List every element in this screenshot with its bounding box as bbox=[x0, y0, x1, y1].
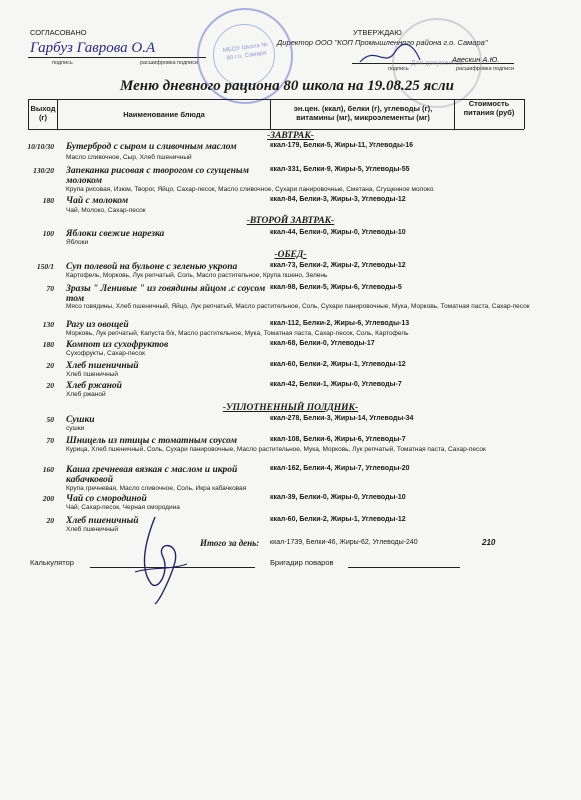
item-output: 160 bbox=[42, 465, 54, 474]
item-output: 130 bbox=[42, 320, 54, 329]
item-ingredients: Хлеб пшеничный bbox=[66, 526, 119, 533]
item-output: 150/1 bbox=[36, 262, 54, 271]
right-caption-sign: подпись bbox=[388, 66, 409, 72]
item-ingredients: Картофель, Морковь, Лук репчатый, Соль, Масло растительное, Крупа пшено, Зелень bbox=[66, 272, 328, 279]
item-ingredients: сушки bbox=[66, 425, 85, 432]
item-nutrition: ккал-42, Белки-1, Жиры-0, Углеводы-7 bbox=[270, 381, 402, 388]
item-nutrition: ккал-98, Белки-5, Жиры-6, Углеводы-5 bbox=[270, 284, 402, 291]
total-nutrition: ккал-1739, Белки-46, Жиры-62, Углеводы-240 bbox=[270, 539, 418, 546]
item-ingredients: Чай, Сахар-песок, Черная смородина bbox=[66, 504, 180, 511]
item-output: 70 bbox=[46, 284, 54, 293]
item-dish: Хлеб пшеничный bbox=[66, 361, 139, 371]
item-ingredients: Яблоки bbox=[66, 239, 89, 246]
calculator-label: Калькулятор bbox=[30, 558, 74, 567]
item-output: 50 bbox=[46, 415, 54, 424]
section-title: -ОБЕД- bbox=[274, 250, 307, 260]
item-ingredients: Крупа гречневая, Масло сливочное, Соль, Икра кабачковая bbox=[66, 485, 247, 492]
item-nutrition: ккал-73, Белки-2, Жиры-2, Углеводы-12 bbox=[270, 262, 406, 269]
item-nutrition: ккал-44, Белки-0, Жиры-0, Углеводы-10 bbox=[270, 229, 406, 236]
item-output: 20 bbox=[46, 361, 54, 370]
item-ingredients: Хлеб пшеничный bbox=[66, 371, 119, 378]
item-dish: Чай со смородиной bbox=[66, 494, 147, 504]
approved-right-label: УТВЕРЖДАЮ bbox=[353, 28, 402, 37]
section-title: -ЗАВТРАК- bbox=[267, 131, 314, 141]
left-handwritten-signature: Гарбуз Гаврова О.А bbox=[30, 40, 156, 56]
item-nutrition: ккал-278, Белки-3, Жиры-14, Углеводы-34 bbox=[270, 415, 414, 422]
item-dish: Хлеб пшеничный bbox=[66, 516, 139, 526]
item-dish: Каша гречневая вязкая с маслом и икрой кабачковой bbox=[66, 465, 238, 485]
item-output: 100 bbox=[42, 229, 54, 238]
header-output: Выход (г) bbox=[30, 104, 56, 122]
left-caption-decode: расшифровка подписи bbox=[140, 60, 199, 66]
header-dish: Наименование блюда bbox=[123, 110, 205, 119]
item-ingredients: Курица, Хлеб пшеничный, Соль, Сухари панировочные, Масло растительное, Мука, Морковь, Лук репчатый, Томатная паста, Сахар-песок bbox=[66, 446, 486, 453]
item-dish: Суп полевой на бульоне с зеленью укропа bbox=[66, 262, 238, 272]
item-ingredients: Мясо говядины, Хлеб пшеничный, Яйцо, Лук репчатый, Масло растительное, Соль, Сухари панировочные, Мука, Морковь, Томатная паста, Сахар-песок bbox=[66, 303, 530, 310]
item-nutrition: ккал-60, Белки-2, Жиры-1, Углеводы-12 bbox=[270, 516, 406, 523]
item-nutrition: ккал-179, Белки-5, Жиры-11, Углеводы-16 bbox=[270, 142, 414, 149]
item-output: 180 bbox=[42, 340, 54, 349]
stamp-right-text: Для документов bbox=[410, 60, 464, 67]
item-ingredients: Крупа рисовая, Изюм, Творог, Яйцо, Сахар-песок, Масло сливочное, Сухари панировочные, Сметана, Сгущенное молоко bbox=[66, 186, 434, 193]
item-nutrition: ккал-84, Белки-3, Жиры-3, Углеводы-12 bbox=[270, 196, 406, 203]
item-output: 20 bbox=[46, 381, 54, 390]
header-cost: Стоимость питания (руб) bbox=[463, 99, 515, 117]
item-ingredients: Масло сливочное, Сыр, Хлеб пшеничный bbox=[66, 154, 192, 161]
item-ingredients: Сухофрукты, Сахар-песок bbox=[66, 350, 145, 357]
item-dish: Запеканка рисовая с творогом со сгущеным молоком bbox=[66, 166, 250, 186]
header-nutrition: эн.цен. (ккал), белки (г), углеводы (г), витамины (мг), микроэлементы (мг) bbox=[293, 104, 433, 122]
section-title: -УПЛОТНЕННЫЙ ПОЛДНИК- bbox=[222, 403, 359, 413]
brigadier-label: Бригадир поваров bbox=[270, 558, 334, 567]
item-nutrition: ккал-60, Белки-2, Жиры-1, Углеводы-12 bbox=[270, 361, 406, 368]
calculator-signature bbox=[125, 512, 195, 607]
item-nutrition: ккал-68, Белки-0, Углеводы-17 bbox=[270, 340, 375, 347]
item-output: 200 bbox=[42, 494, 54, 503]
right-caption-decode: расшифровка подписи bbox=[456, 66, 515, 72]
left-caption-sign: подпись bbox=[52, 60, 73, 66]
total-cost: 210 bbox=[482, 538, 496, 547]
item-dish: Зразы " Ленивые " из говядины яйцом .с соусом том bbox=[66, 284, 266, 304]
item-nutrition: ккал-39, Белки-0, Жиры-0, Углеводы-10 bbox=[270, 494, 406, 501]
item-output: 130/20 bbox=[33, 166, 54, 175]
item-ingredients: Морковь, Лук репчатый, Капуста б/к, Масло растительное, Мука, Томатная паста, Сахар-песок, Соль, Картофель bbox=[66, 330, 409, 337]
item-nutrition: ккал-162, Белки-4, Жиры-7, Углеводы-20 bbox=[270, 465, 410, 472]
item-ingredients: Чай, Молоко, Сахар-песок bbox=[66, 207, 146, 214]
director-label: Директор ООО "КОП Промышленного района г.о. Самара" bbox=[277, 38, 488, 47]
approved-left-label: СОГЛАСОВАНО bbox=[30, 28, 87, 37]
total-label: Итого за день: bbox=[200, 538, 260, 548]
item-output: 10/10/30 bbox=[27, 142, 54, 151]
item-output: 20 bbox=[46, 516, 54, 525]
item-dish: Компот из сухофруктов bbox=[66, 340, 169, 350]
item-dish: Хлеб ржаной bbox=[66, 381, 122, 391]
item-dish: Рагу из овощей bbox=[66, 320, 129, 330]
item-dish: Бутерброд с сыром и сливочным маслом bbox=[66, 142, 237, 152]
stamp-left-text: МБОУ Школа № 80 г.о. Самара bbox=[222, 41, 269, 62]
item-output: 70 bbox=[46, 436, 54, 445]
item-ingredients: Хлеб ржаной bbox=[66, 391, 106, 398]
section-title: -ВТОРОЙ ЗАВТРАК- bbox=[246, 216, 335, 226]
right-signature bbox=[355, 40, 425, 70]
item-dish: Сушки bbox=[66, 415, 95, 425]
item-nutrition: ккал-112, Белки-2, Жиры-6, Углеводы-13 bbox=[270, 320, 410, 327]
item-nutrition: ккал-331, Белки-9, Жиры-5, Углеводы-55 bbox=[270, 166, 410, 173]
right-person: Авескин А.Ю. bbox=[452, 55, 500, 64]
item-dish: Шницель из птицы с томатным соусом bbox=[66, 436, 237, 446]
item-dish: Яблоки свежие нарезка bbox=[66, 229, 165, 239]
item-dish: Чай с молоком bbox=[66, 196, 129, 206]
item-output: 180 bbox=[42, 196, 54, 205]
page-title: Меню дневного рациона 80 школа на 19.08.25 ясли bbox=[120, 78, 454, 94]
item-nutrition: ккал-108, Белки-6, Жиры-6, Углеводы-7 bbox=[270, 436, 406, 443]
